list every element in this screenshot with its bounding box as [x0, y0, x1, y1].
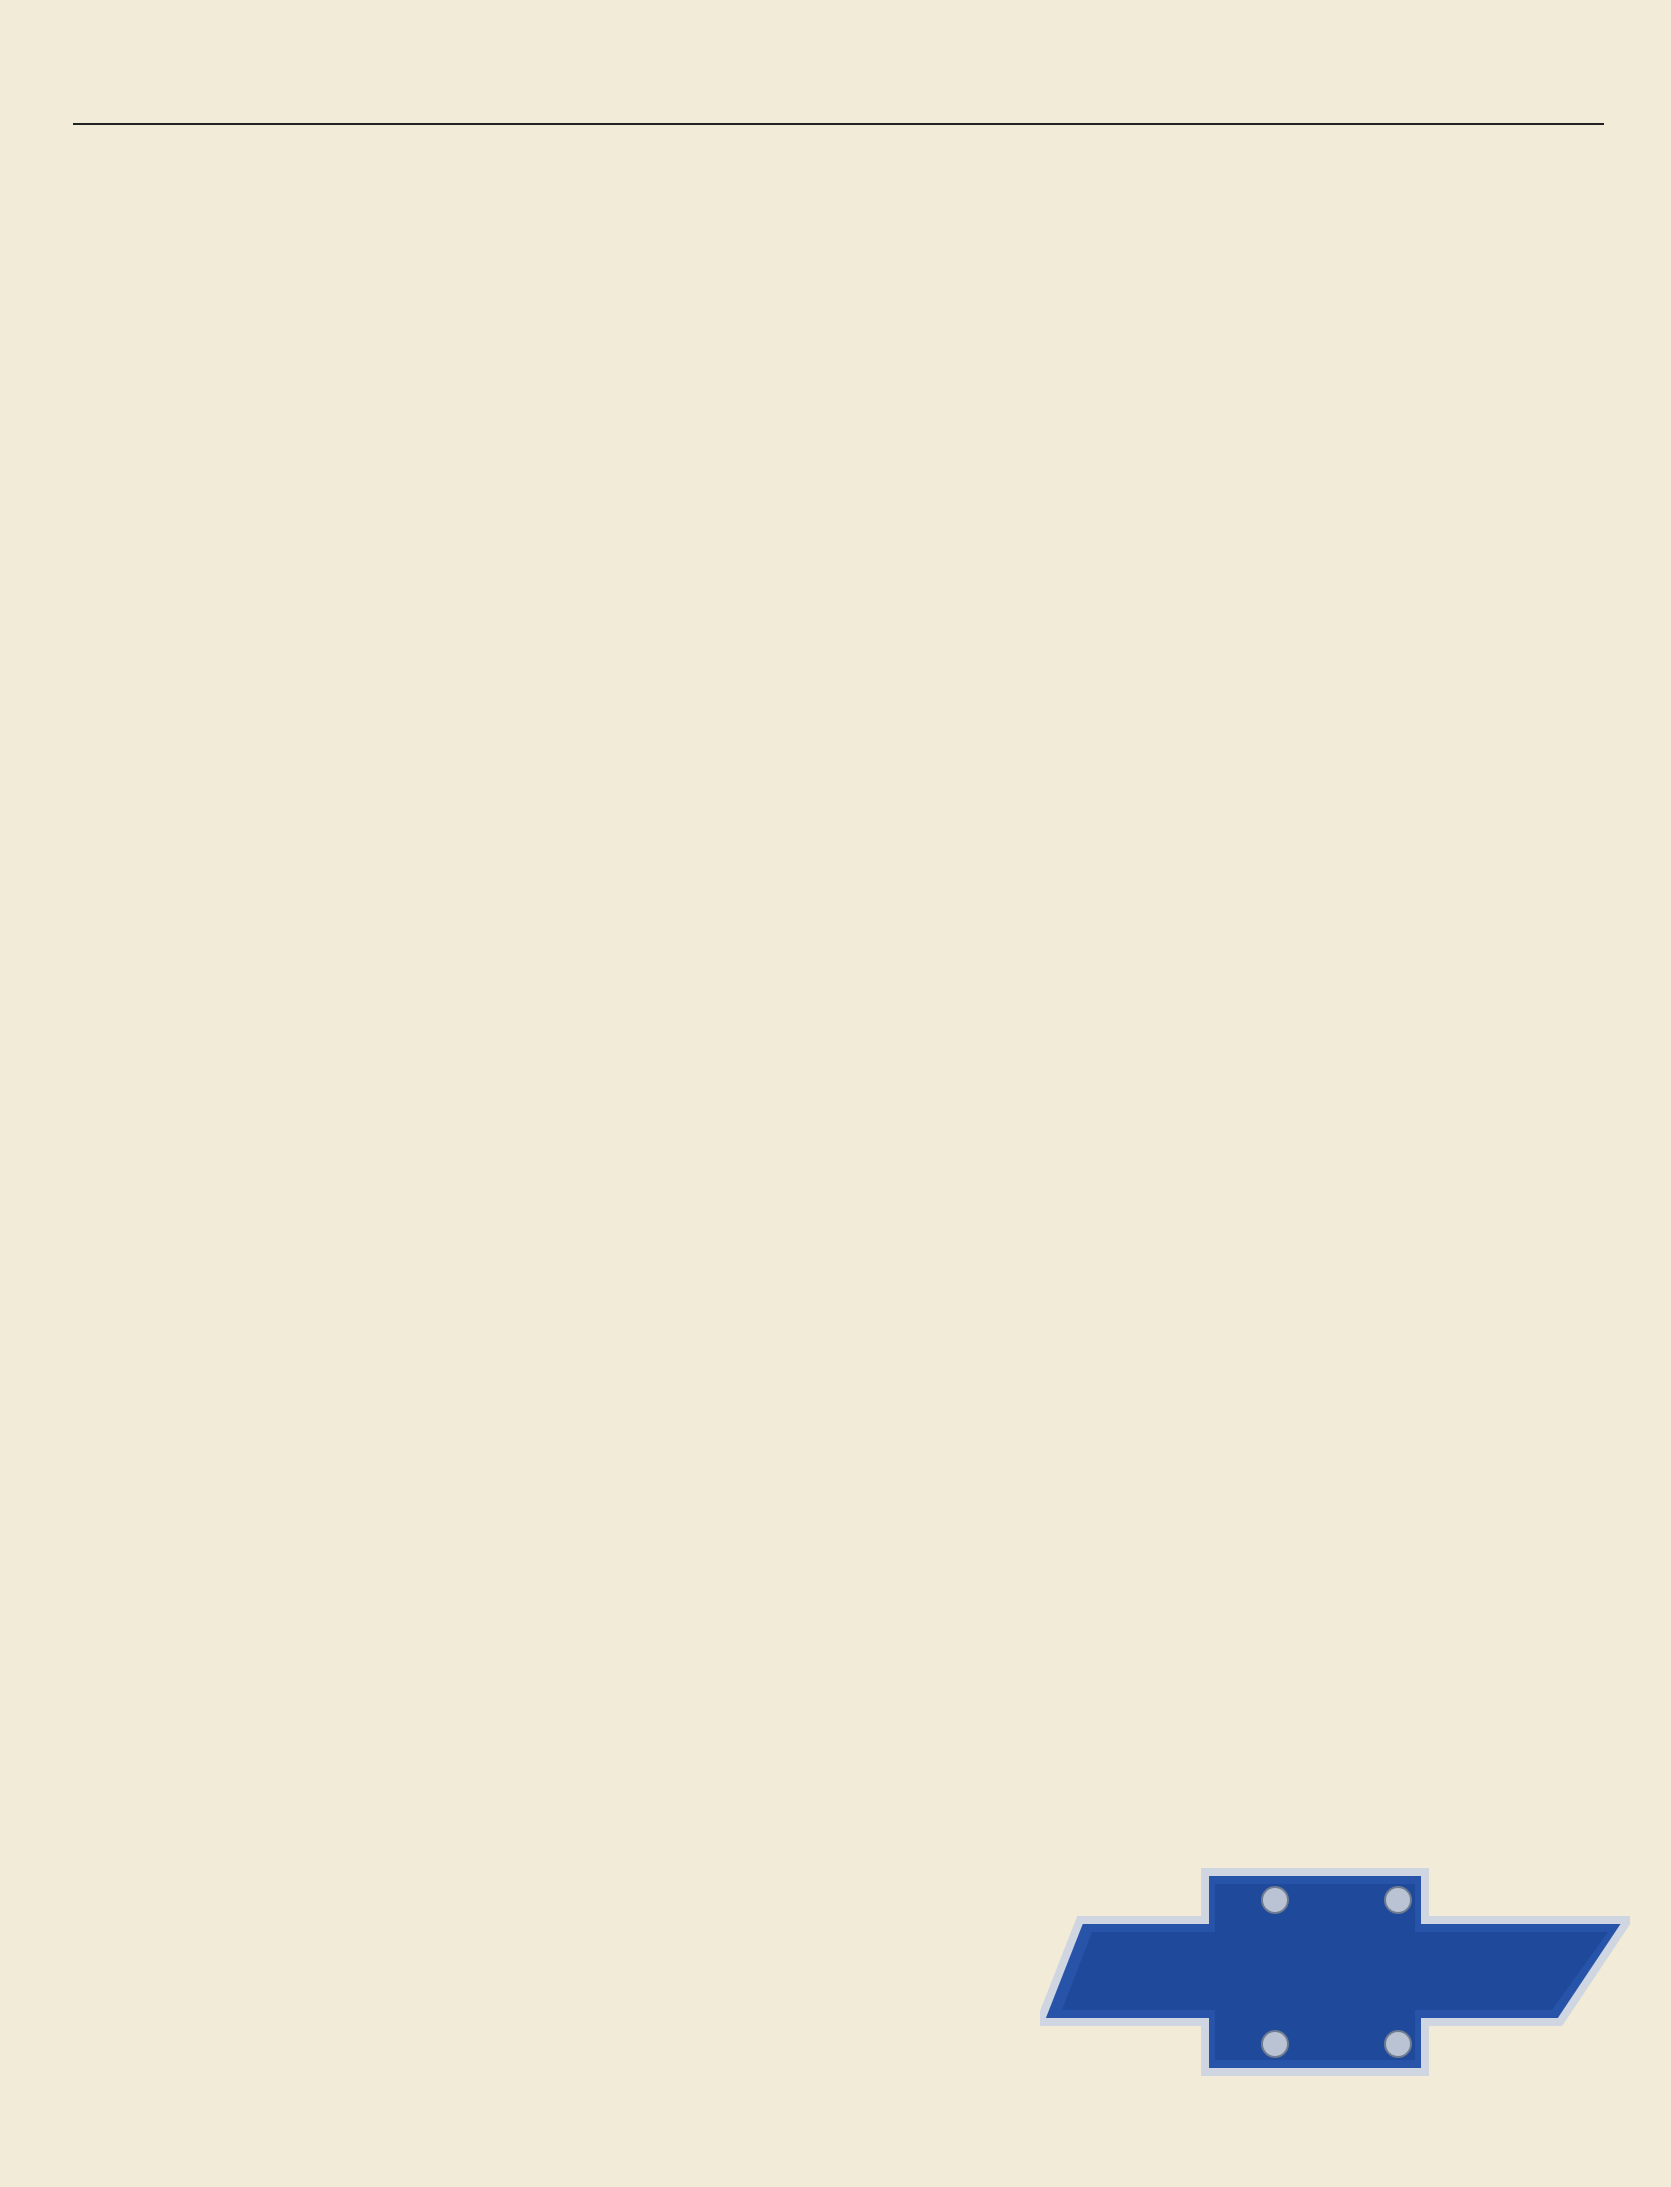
series-label — [73, 149, 407, 175]
four-wheel-drive-heading — [1207, 124, 1604, 149]
series-row — [73, 149, 1604, 175]
specifications-table — [73, 123, 1604, 175]
two-wheel-drive-heading — [407, 124, 1207, 149]
chevy-trucks-logo — [1040, 1862, 1630, 2082]
drive-group-row — [73, 124, 1604, 149]
